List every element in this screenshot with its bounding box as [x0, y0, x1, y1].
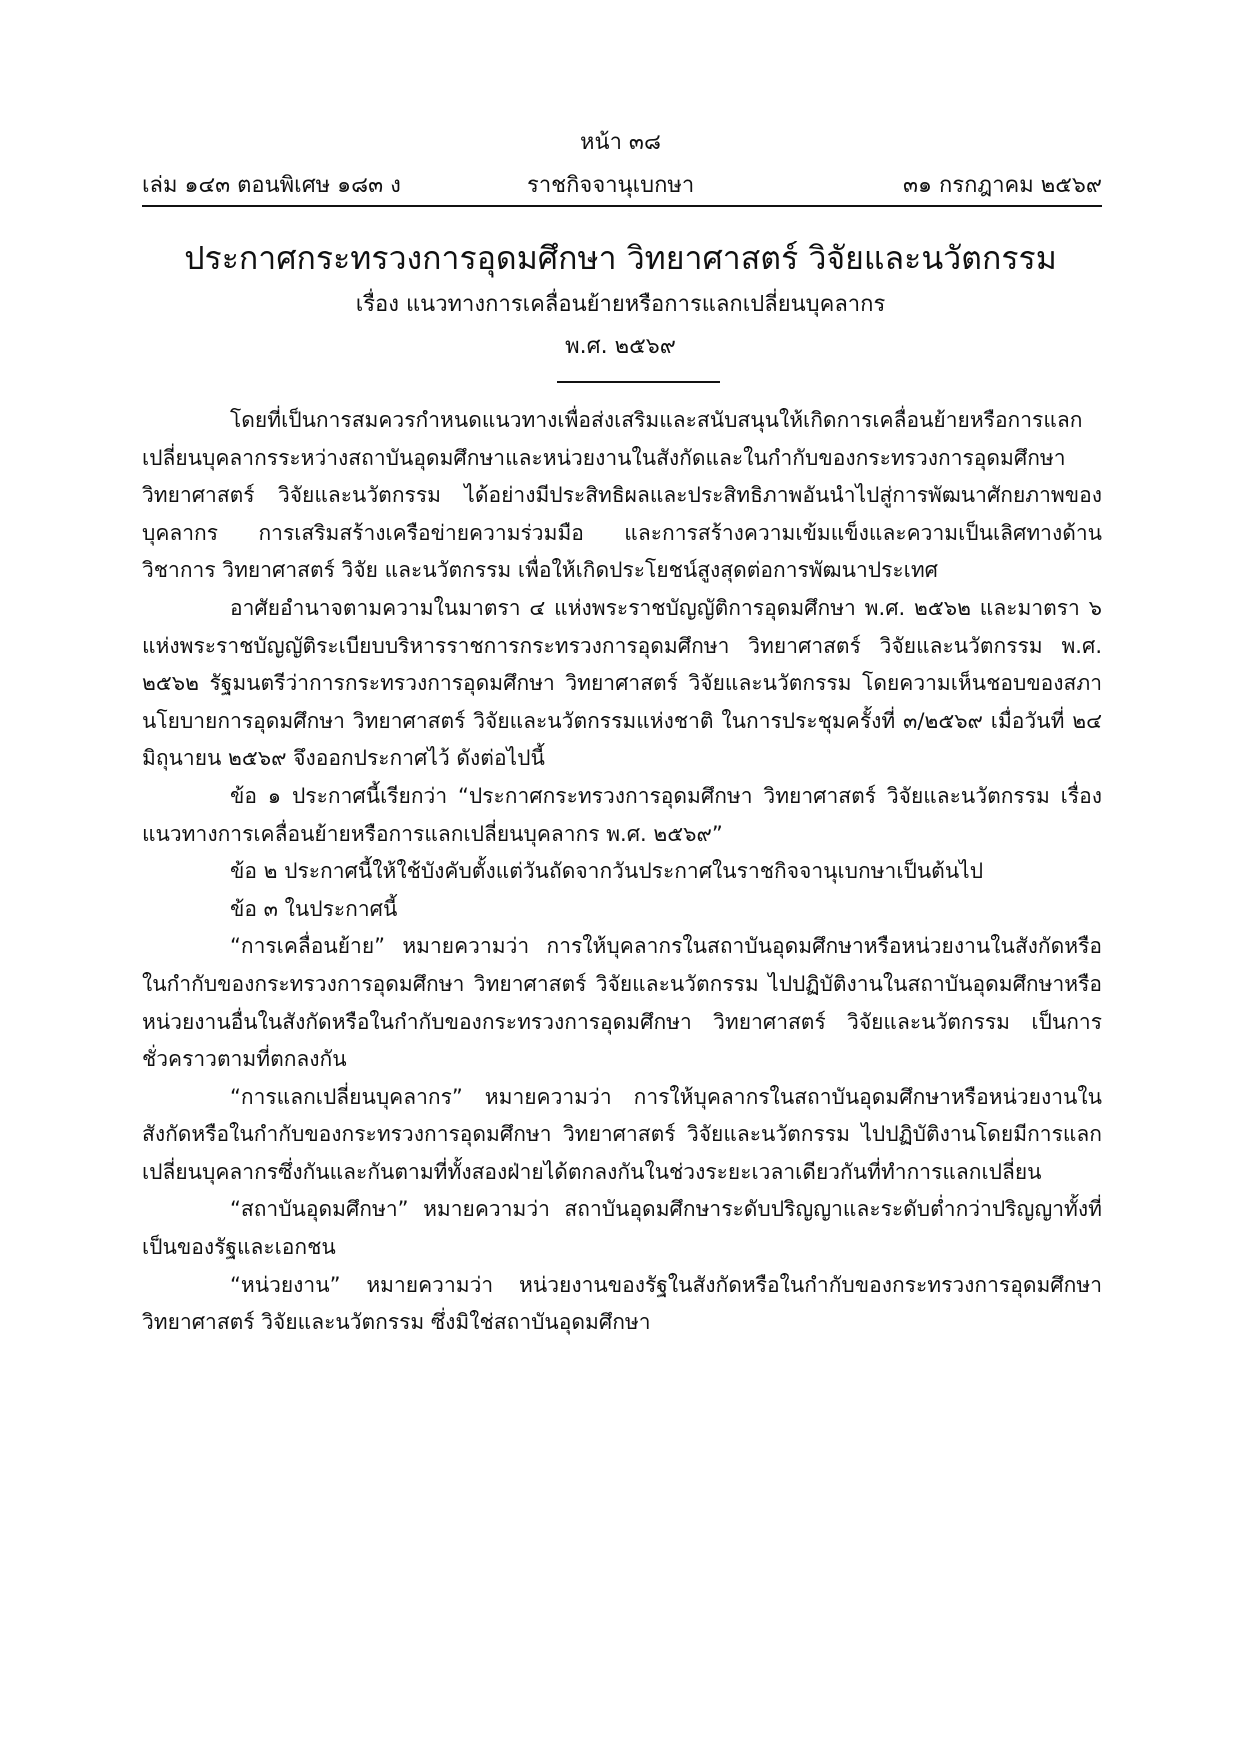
definition-personnel-exchange: “การแลกเปลี่ยนบุคลากร” หมายความว่า การให้บุคลากรในสถาบันอุดมศึกษาหรือหน่วยงานในสังกัดหรือในกำกับของกระทรวงการอุดมศึกษา วิทยาศาสตร์ วิจัยและนวัตกรรม ไปปฏิบัติงานโดยมีการแลกเปลี่ยนบุคลากรซึ่งกันและกันตามที่ทั้งสองฝ่ายได้ตกลงกันในช่วงระยะเวลาเดียวกันที่ทำการแลกเปลี่ยน [142, 1084, 1102, 1184]
document-year: พ.ศ. ๒๕๖๙ [565, 334, 676, 359]
header-divider [142, 205, 1102, 207]
title-divider [557, 381, 720, 383]
document-body [142, 402, 1102, 1342]
clause-3: ข้อ ๓ ในประกาศนี้ [230, 896, 398, 921]
definition-relocation: “การเคลื่อนย้าย” หมายความว่า การให้บุคลากรในสถาบันอุดมศึกษาหรือหน่วยงานในสังกัดหรือในกำกับของกระทรวงการอุดมศึกษา วิทยาศาสตร์ วิจัยและนวัตกรรม ไปปฏิบัติงานในสถาบันอุดมศึกษาหรือหน่วยงานอื่นในสังกัดหรือในกำกับของกระทรวงการอุดมศึกษา วิทยาศาสตร์ วิจัยและนวัตกรรม เป็นการชั่วคราวตามที่ตกลงกัน [142, 934, 1102, 1072]
gazette-header [142, 170, 1102, 202]
document-subject: เรื่อง แนวทางการเคลื่อนย้ายหรือการแลกเปลี่ยนบุคลากร [355, 292, 886, 317]
clause-1: ข้อ ๑ ประกาศนี้เรียกว่า “ประกาศกระทรวงการอุดมศึกษา วิทยาศาสตร์ วิจัยและนวัตกรรม เรื่อง แนวทางการเคลื่อนย้ายหรือการแลกเปลี่ยนบุคลากร พ.ศ. ๒๕๖๙” [142, 783, 1102, 846]
gazette-name: ราชกิจจานุเบกษา [527, 173, 695, 198]
authority-paragraph: อาศัยอำนาจตามความในมาตรา ๔ แห่งพระราชบัญญัติการอุดมศึกษา พ.ศ. ๒๕๖๒ และมาตรา ๖ แห่งพระราชบัญญัติระเบียบบริหารราชการกระทรวงการอุดมศึกษา วิทยาศาสตร์ วิจัยและนวัตกรรม พ.ศ. ๒๕๖๒ รัฐมนตรีว่าการกระทรวงการอุดมศึกษา วิทยาศาสตร์ วิจัยและนวัตกรรม โดยความเห็นชอบของสภานโยบายการอุดมศึกษา วิทยาศาสตร์ วิจัยและนวัตกรรมแห่งชาติ ในการประชุมครั้งที่ ๓/๒๕๖๙ เมื่อวันที่ ๒๔ มิถุนายน ๒๕๖๙ จึงออกประกาศไว้ ดังต่อไปนี้ [142, 595, 1102, 771]
preamble-paragraph: โดยที่เป็นการสมควรกำหนดแนวทางเพื่อส่งเสริมและสนับสนุนให้เกิดการเคลื่อนย้ายหรือการแลกเปลี่ยนบุคลากรระหว่างสถาบันอุดมศึกษาและหน่วยงานในสังกัดและในกำกับของกระทรวงการอุดมศึกษา วิทยาศาสตร์ วิจัยและนวัตกรรม ได้อย่างมีประสิทธิผลและประสิทธิภาพอันนำไปสู่การพัฒนาศักยภาพของบุคลากร การเสริมสร้างเครือข่ายความร่วมมือ และการสร้างความเข้มแข็งและความเป็นเลิศทางด้านวิชาการ วิทยาศาสตร์ วิจัย และนวัตกรรม เพื่อให้เกิดประโยชน์สูงสุดต่อการพัฒนาประเทศ [142, 408, 1102, 583]
publication-date: ๓๑ กรกฎาคม ๒๕๖๙ [902, 173, 1102, 198]
definition-institution: “สถาบันอุดมศึกษา” หมายความว่า สถาบันอุดมศึกษาระดับปริญญาและระดับต่ำกว่าปริญญาทั้งที่เป็นของรัฐและเอกชน [142, 1197, 1102, 1260]
document-title: ประกาศกระทรวงการอุดมศึกษา วิทยาศาสตร์ วิจัยและนวัตกรรม [184, 239, 1057, 277]
page-number: หน้า ๓๘ [580, 130, 661, 155]
definition-agency: “หน่วยงาน” หมายความว่า หน่วยงานของรัฐในสังกัดหรือในกำกับของกระทรวงการอุดมศึกษา วิทยาศาสตร์ วิจัยและนวัตกรรม ซึ่งมิใช่สถาบันอุดมศึกษา [142, 1272, 1102, 1335]
clause-2: ข้อ ๒ ประกาศนี้ให้ใช้บังคับตั้งแต่วันถัดจากวันประกาศในราชกิจจานุเบกษาเป็นต้นไป [230, 859, 984, 884]
volume-info: เล่ม ๑๔๓ ตอนพิเศษ ๑๘๓ ง [142, 173, 401, 198]
